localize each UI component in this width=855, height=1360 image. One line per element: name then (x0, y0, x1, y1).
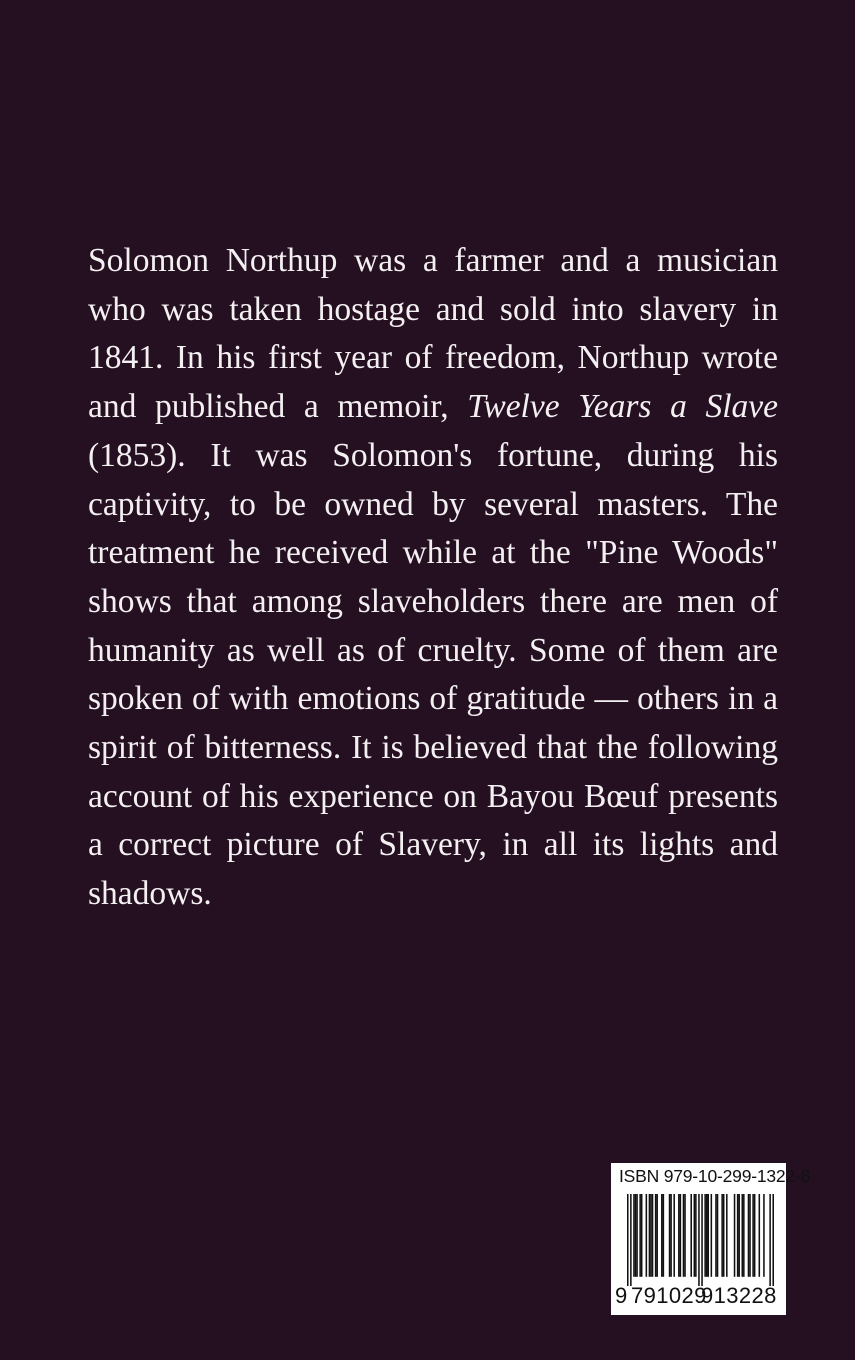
barcode-bar (706, 1194, 708, 1277)
barcode-bar (661, 1194, 663, 1277)
barcode-bar (749, 1194, 751, 1277)
barcode-bar (627, 1194, 629, 1286)
barcode-bar (698, 1194, 700, 1286)
barcode-bar (630, 1194, 632, 1286)
barcode-bar (673, 1194, 675, 1277)
barcode-bar (663, 1194, 665, 1277)
barcode-bar (726, 1194, 728, 1277)
isbn-label: ISBN 979-10-299-1322-8 (619, 1166, 811, 1186)
barcode-bar (649, 1194, 651, 1277)
barcode-bar (636, 1194, 638, 1277)
barcode-bar (683, 1194, 685, 1277)
barcode-bar (769, 1194, 771, 1286)
barcode-bar (754, 1194, 756, 1277)
barcode-bar (723, 1194, 725, 1277)
barcode-bar (752, 1194, 754, 1277)
barcode-bar (684, 1194, 686, 1277)
barcode-bar (680, 1194, 682, 1277)
barcode-bar (670, 1194, 672, 1277)
barcode-bar (759, 1194, 761, 1277)
blurb-text-intro: Solomon Northup was a farmer and a musician who was taken hostage and sold into slavery in 1841. In his first year of freedom, Northup wrote and published a memoir, (88, 242, 778, 426)
barcode-bar (742, 1194, 744, 1277)
barcode-bar (701, 1194, 703, 1286)
barcode-bar (694, 1194, 696, 1277)
barcode-bar (717, 1194, 719, 1277)
barcode-bar (763, 1194, 765, 1277)
barcode-bar (646, 1194, 648, 1277)
barcode-bar (772, 1194, 774, 1286)
barcode-digits-left: 791029 (631, 1283, 707, 1308)
barcode-bar (633, 1194, 635, 1277)
barcode-bar (650, 1194, 652, 1277)
barcode-bar (655, 1194, 657, 1277)
barcode-bar (678, 1194, 680, 1277)
barcode-bar (737, 1194, 739, 1277)
barcode-bar (639, 1194, 641, 1277)
barcode-bar (669, 1194, 671, 1277)
back-cover-blurb (88, 237, 778, 919)
barcode-bar (743, 1194, 745, 1277)
blurb-text-body: (1853). It was Solomon's fortune, during his captivity, to be owned by several masters. The treatment he received while at the "Pine Woods" shows that among slaveholders there are men of humanity as well as of cruelty. Some of them are spoken of with emotions of gratitude — others in a spirit of bitterness. It is believed that the following account of his experience on Bayou Bœuf presents a correct picture of Slavery, in all its lights and shadows. (88, 436, 778, 913)
barcode-bar (734, 1194, 736, 1277)
barcode-digits-right: 913228 (701, 1283, 777, 1308)
barcode-bar (715, 1194, 717, 1277)
barcode-bar (748, 1194, 750, 1277)
barcode-bar (690, 1194, 692, 1277)
barcode-bar (635, 1194, 637, 1277)
barcode-bar (641, 1194, 643, 1277)
barcode-bar (711, 1194, 713, 1277)
barcode-bar (695, 1194, 697, 1277)
barcode-bar (656, 1194, 658, 1277)
barcode-digit-first: 9 (615, 1283, 628, 1308)
barcode-bar (721, 1194, 723, 1277)
barcode-bar (707, 1194, 709, 1277)
isbn-barcode-box (611, 1163, 811, 1315)
barcode-bar (704, 1194, 706, 1277)
barcode-bar (738, 1194, 740, 1277)
barcode-bar (652, 1194, 654, 1277)
book-title: Twelve Years a Slave (467, 388, 778, 426)
barcode-icon (627, 1194, 774, 1286)
